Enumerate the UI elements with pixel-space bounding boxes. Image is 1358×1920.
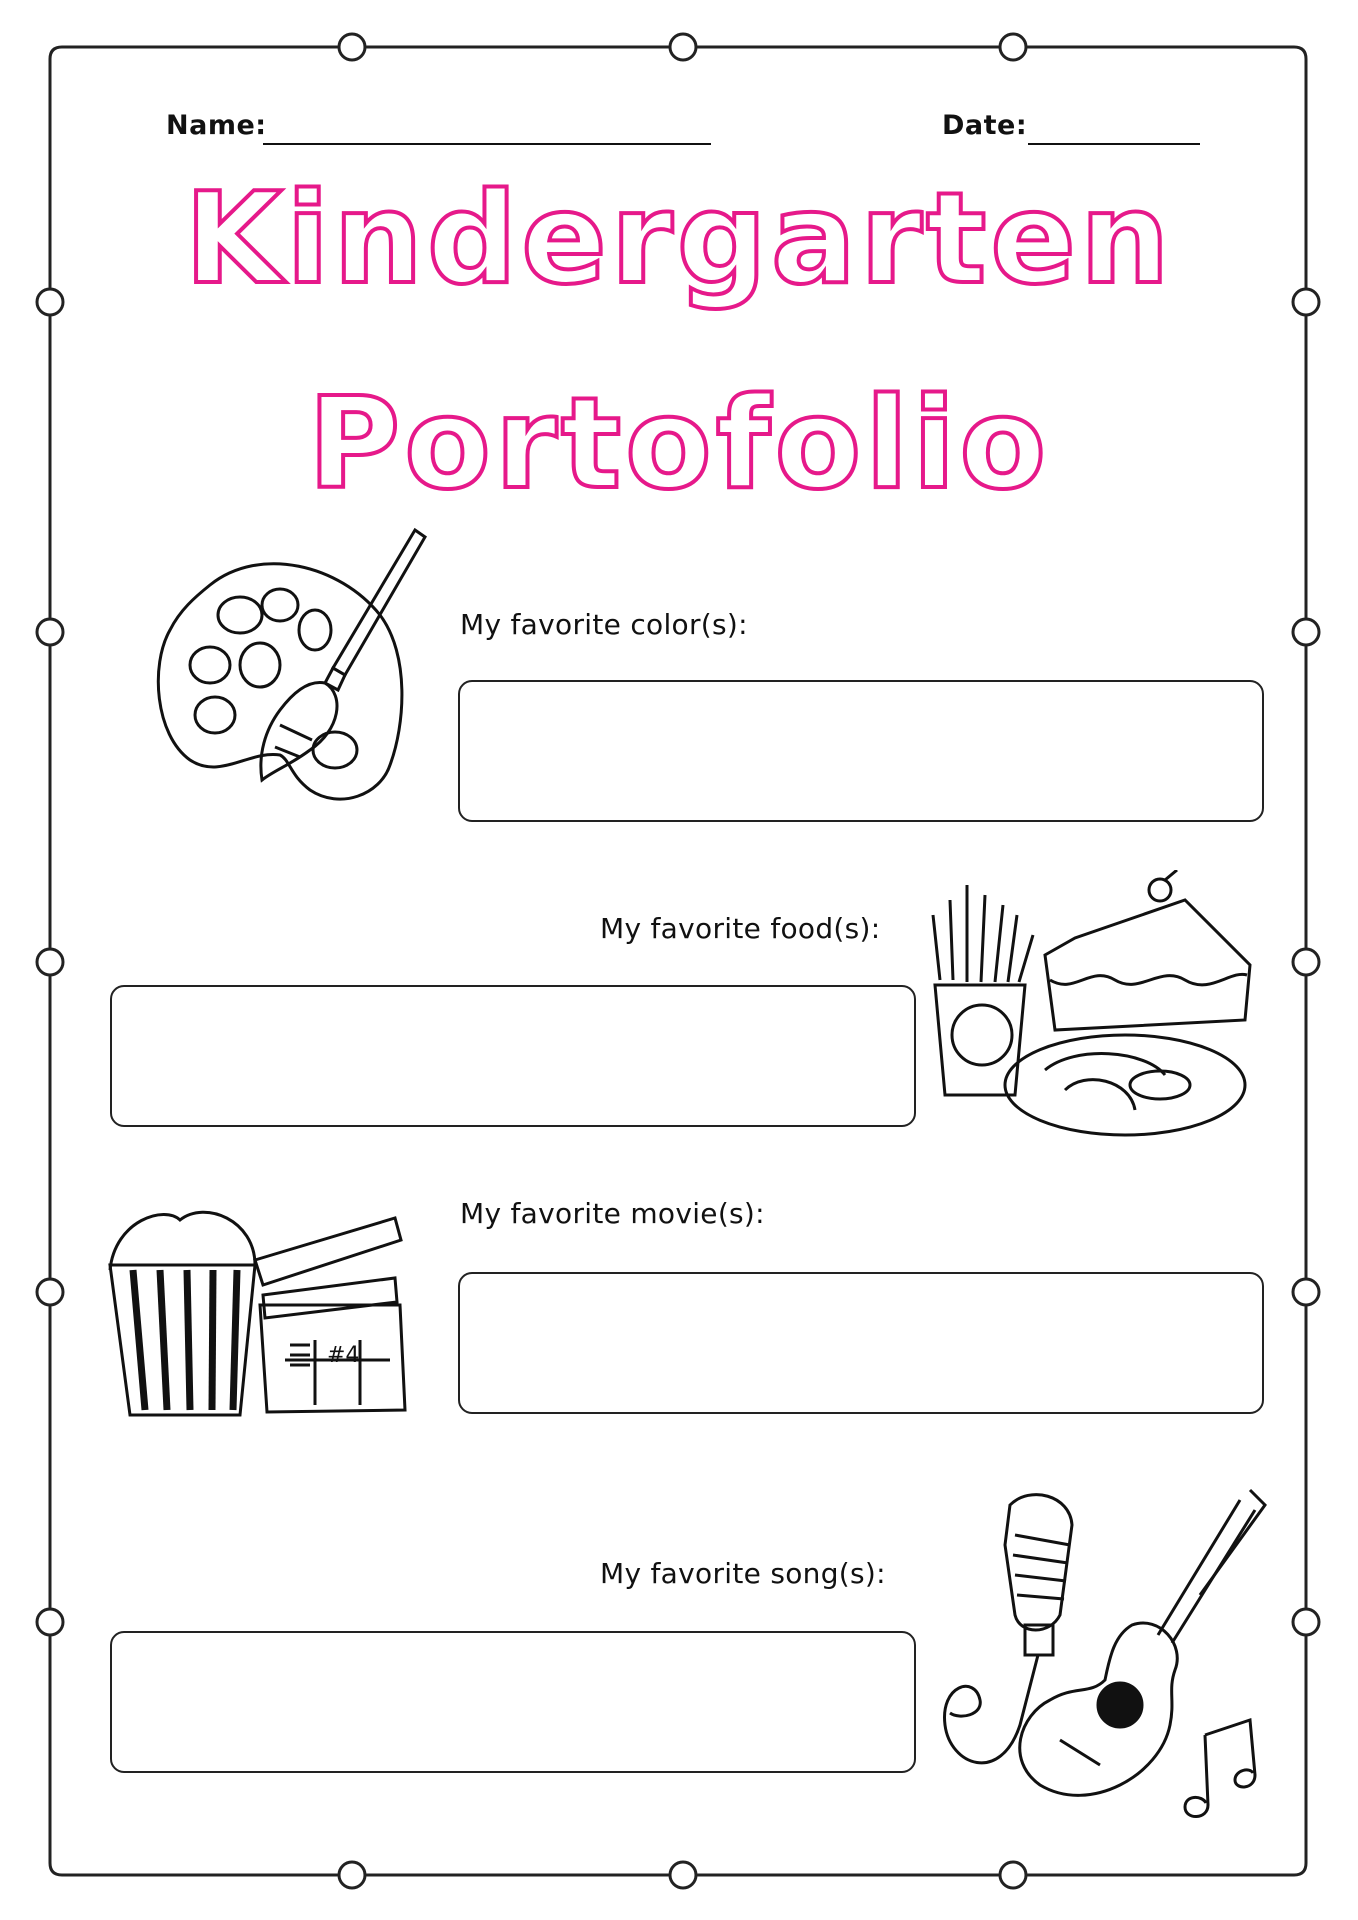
border-ring	[1293, 1609, 1319, 1635]
date-label: Date:	[942, 110, 1028, 141]
border-ring	[37, 949, 63, 975]
answer-box-food[interactable]	[110, 985, 916, 1127]
section-prompt-food: My favorite food(s):	[600, 912, 881, 945]
border-ring	[1293, 1279, 1319, 1305]
border-ring	[339, 34, 365, 60]
name-label: Name:	[166, 110, 267, 141]
paint-palette-icon	[140, 525, 430, 815]
border-ring	[1000, 34, 1026, 60]
border-ring	[670, 1862, 696, 1888]
page-title-line-1: Kindergarten	[184, 165, 1174, 312]
border-ring	[1293, 949, 1319, 975]
popcorn-clapperboard-icon	[105, 1200, 425, 1420]
answer-box-songs[interactable]	[110, 1631, 916, 1773]
section-prompt-songs: My favorite song(s):	[600, 1557, 886, 1590]
section-prompt-movies: My favorite movie(s):	[460, 1197, 765, 1230]
microphone-guitar-icon	[920, 1485, 1270, 1825]
border-ring	[339, 1862, 365, 1888]
section-prompt-colors: My favorite color(s):	[460, 608, 748, 641]
date-field[interactable]	[1028, 143, 1200, 145]
border-ring	[37, 1279, 63, 1305]
answer-box-colors[interactable]	[458, 680, 1264, 822]
name-field[interactable]	[263, 143, 711, 145]
fries-and-cake-icon	[915, 870, 1260, 1140]
page-title-line-2: Portofolio	[307, 370, 1051, 517]
border-ring	[1000, 1862, 1026, 1888]
border-ring	[37, 619, 63, 645]
answer-box-movies[interactable]	[458, 1272, 1264, 1414]
border-ring	[670, 34, 696, 60]
border-ring	[37, 1609, 63, 1635]
clapperboard-label: #4	[327, 1343, 360, 1368]
border-ring	[1293, 619, 1319, 645]
